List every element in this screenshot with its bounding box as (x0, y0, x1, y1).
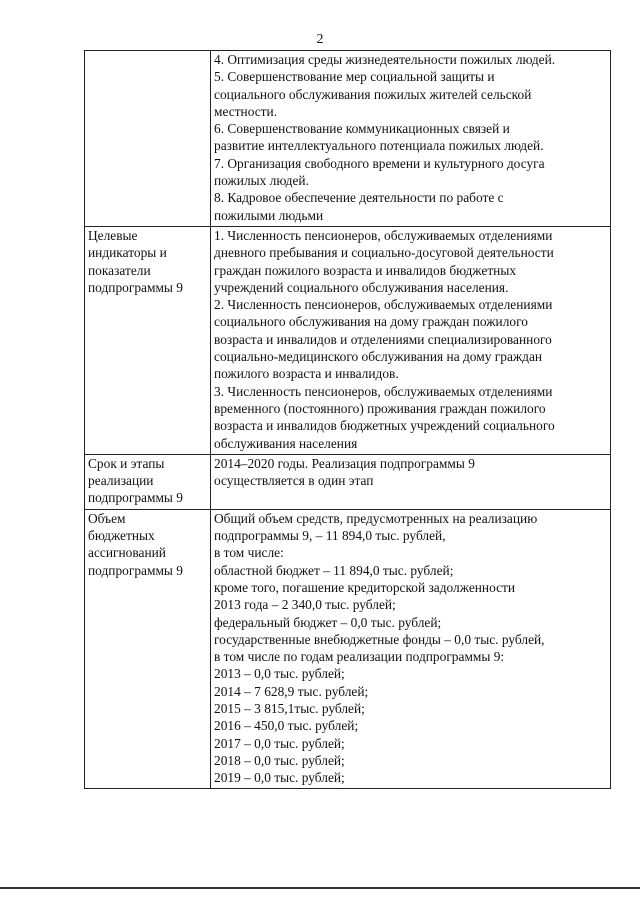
label-line: подпрограммы 9 (88, 562, 183, 578)
table-row (85, 51, 611, 227)
body-line: временного (постоянного) проживания граждан пожилого (214, 400, 546, 416)
body-line: 7. Организация свободного времени и культурного досуга (214, 155, 545, 171)
label-line: Срок и этапы (88, 455, 165, 471)
body-line: 2019 – 0,0 тыс. рублей; (214, 770, 345, 786)
label-line: Целевые (88, 227, 138, 243)
label-line: индикаторы и (88, 245, 167, 261)
body-line: 8. Кадровое обеспечение деятельности по работе с (214, 190, 504, 206)
body-line: 2015 – 3 815,1тыс. рублей; (214, 700, 365, 716)
table-row (85, 454, 611, 509)
body-line: 5. Совершенствование мер социальной защиты и (214, 69, 495, 85)
label-line: показатели (88, 262, 151, 278)
body-line: пожилых людей. (214, 173, 309, 189)
body-line: в том числе: (214, 545, 284, 561)
row-label-cell (85, 454, 211, 509)
row-label-cell (85, 509, 211, 789)
body-line: 2013 – 0,0 тыс. рублей; (214, 666, 345, 682)
body-line: дневного пребывания и социально-досуговой деятельности (214, 245, 554, 261)
body-line: 3. Численность пенсионеров, обслуживаемых отделениями (214, 383, 553, 399)
body-line: осуществляется в один этап (214, 473, 374, 489)
passport-table (84, 50, 611, 789)
row-label-cell (85, 226, 211, 454)
body-line: 2016 – 450,0 тыс. рублей; (214, 718, 359, 734)
body-line: учреждений социального обслуживания населения. (214, 279, 509, 295)
row-body-cell (211, 509, 611, 789)
body-line: федеральный бюджет – 0,0 тыс. рублей; (214, 614, 442, 630)
label-line: подпрограммы 9 (88, 279, 183, 295)
table-row (85, 509, 611, 789)
body-line: социального обслуживания на дому граждан пожилого (214, 314, 528, 330)
body-line: местности. (214, 103, 278, 119)
body-line: 2018 – 0,0 тыс. рублей; (214, 752, 345, 768)
body-line: 2. Численность пенсионеров, обслуживаемых отделениями (214, 297, 553, 313)
page-number: 2 (316, 32, 324, 47)
label-line: реализации (88, 473, 154, 489)
body-line: 2014–2020 годы. Реализация подпрограммы 9 (214, 455, 475, 471)
body-line: 2017 – 0,0 тыс. рублей; (214, 735, 345, 751)
body-line: Общий объем средств, предусмотренных на реализацию (214, 510, 538, 526)
body-line: кроме того, погашение кредиторской задолженности (214, 579, 516, 595)
body-line: пожилыми людьми (214, 207, 324, 223)
label-line: ассигнований (88, 545, 166, 561)
row-body-cell (211, 454, 611, 509)
body-line: областной бюджет – 11 894,0 тыс. рублей; (214, 562, 454, 578)
body-line: 2013 года – 2 340,0 тыс. рублей; (214, 597, 396, 613)
body-line: в том числе по годам реализации подпрограммы 9: (214, 649, 505, 665)
body-line: 2014 – 7 628,9 тыс. рублей; (214, 683, 369, 699)
page-bottom-divider (0, 887, 640, 889)
row-body-cell (211, 226, 611, 454)
body-line: 6. Совершенствование коммуникационных связей и (214, 121, 510, 137)
body-line: пожилого возраста и инвалидов. (214, 366, 399, 382)
row-label-cell (85, 51, 211, 227)
label-line: Объем (88, 510, 126, 526)
body-line: граждан пожилого возраста и инвалидов бюджетных (214, 262, 517, 278)
body-line: 1. Численность пенсионеров, обслуживаемых отделениями (214, 227, 553, 243)
label-line: бюджетных (88, 528, 155, 544)
body-line: подпрограммы 9, – 11 894,0 тыс. рублей, (214, 528, 446, 544)
body-line: обслуживания населения (214, 435, 358, 451)
row-body-cell (211, 51, 611, 227)
body-line: социального обслуживания пожилых жителей сельской (214, 86, 532, 102)
body-line: развитие интеллектуального потенциала пожилых людей. (214, 138, 544, 154)
body-line: возраста и инвалидов бюджетных учреждений социального (214, 418, 555, 434)
body-line: социально-медицинского обслуживания на дому граждан (214, 349, 543, 365)
table-row (85, 226, 611, 454)
body-line: возраста и инвалидов и отделениями специализированного (214, 331, 552, 347)
body-line: государственные внебюджетные фонды – 0,0 тыс. рублей, (214, 631, 545, 647)
label-line: подпрограммы 9 (88, 490, 183, 506)
body-line: 4. Оптимизация среды жизнедеятельности пожилых людей. (214, 52, 556, 67)
